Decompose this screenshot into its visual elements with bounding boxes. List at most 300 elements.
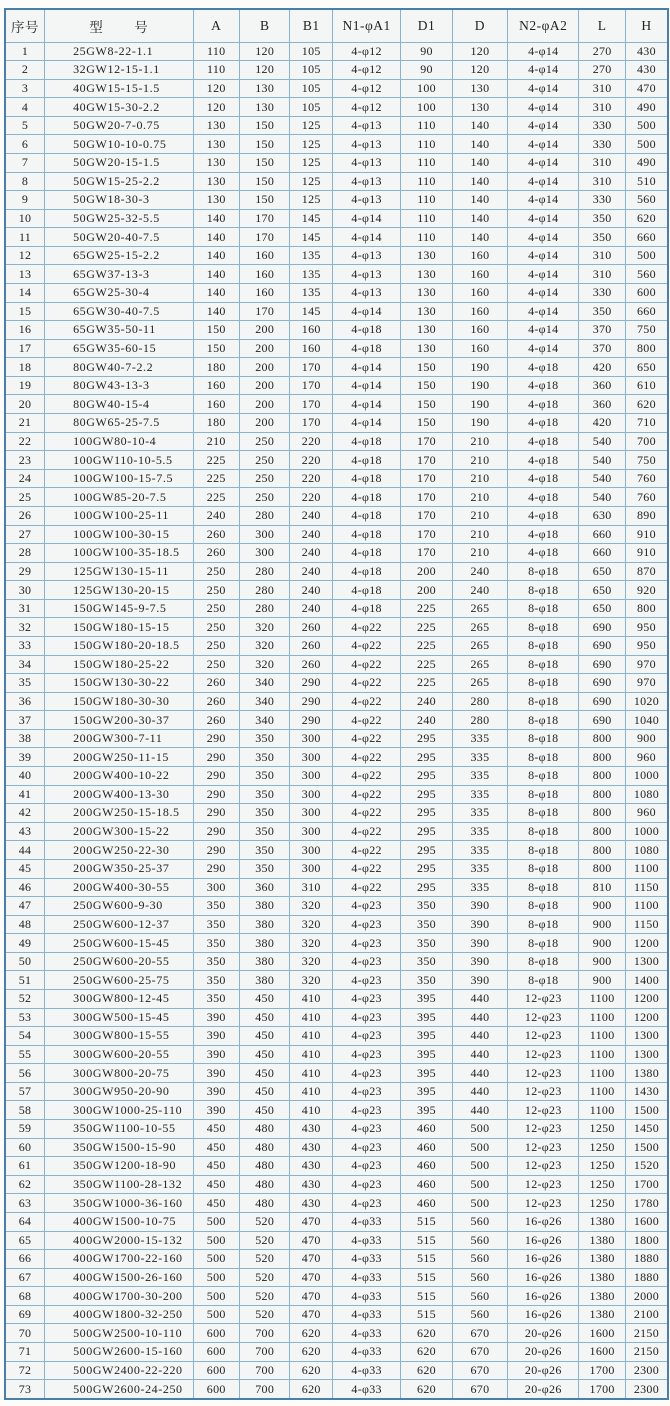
cell: 4-φ13 <box>333 284 401 303</box>
cell: 350 <box>579 209 625 228</box>
cell: 220 <box>290 469 333 488</box>
cell: 2150 <box>625 1342 668 1361</box>
table-row <box>5 674 668 693</box>
cell: 335 <box>452 804 507 823</box>
model-cell: 100GW110-10-5.5 <box>45 451 193 470</box>
table-row <box>5 1212 668 1231</box>
cell: 130 <box>193 172 239 191</box>
cell: 140 <box>452 116 507 135</box>
cell: 1100 <box>625 859 668 878</box>
cell: 20-φ26 <box>508 1342 579 1361</box>
cell: 4-φ14 <box>508 79 579 98</box>
model-cell: 40GW15-15-1.5 <box>45 79 193 98</box>
table-row <box>5 989 668 1008</box>
table-row <box>5 1324 668 1343</box>
cell: 1250 <box>579 1138 625 1157</box>
cell: 350 <box>239 785 289 804</box>
cell: 300 <box>239 525 289 544</box>
cell: 500 <box>193 1305 239 1324</box>
cell: 105 <box>290 98 333 117</box>
cell: 240 <box>452 581 507 600</box>
cell: 350 <box>401 971 452 990</box>
cell: 330 <box>579 116 625 135</box>
cell: 1080 <box>625 841 668 860</box>
cell: 310 <box>579 98 625 117</box>
cell: 350 <box>193 915 239 934</box>
cell: 240 <box>290 562 333 581</box>
cell: 290 <box>193 767 239 786</box>
cell: 150 <box>239 191 289 210</box>
cell: 220 <box>290 432 333 451</box>
cell: 110 <box>401 116 452 135</box>
cell: 920 <box>625 581 668 600</box>
model-cell: 300GW800-20-75 <box>45 1064 193 1083</box>
cell: 225 <box>193 488 239 507</box>
cell: 340 <box>239 692 289 711</box>
cell: 4-φ18 <box>333 432 401 451</box>
row-number: 36 <box>5 692 45 711</box>
cell: 125 <box>290 172 333 191</box>
cell: 970 <box>625 674 668 693</box>
cell: 4-φ18 <box>508 395 579 414</box>
cell: 105 <box>290 42 333 61</box>
cell: 450 <box>193 1157 239 1176</box>
cell: 265 <box>452 674 507 693</box>
cell: 130 <box>193 153 239 172</box>
cell: 280 <box>239 562 289 581</box>
cell: 4-φ22 <box>333 618 401 637</box>
cell: 4-φ23 <box>333 1027 401 1046</box>
cell: 910 <box>625 525 668 544</box>
cell: 125 <box>290 135 333 154</box>
cell: 130 <box>193 191 239 210</box>
cell: 150 <box>239 135 289 154</box>
cell: 560 <box>452 1250 507 1269</box>
cell: 390 <box>452 915 507 934</box>
cell: 160 <box>452 265 507 284</box>
cell: 500 <box>452 1194 507 1213</box>
cell: 350 <box>579 228 625 247</box>
cell: 225 <box>401 655 452 674</box>
cell: 135 <box>290 284 333 303</box>
table-row <box>5 98 668 117</box>
cell: 620 <box>290 1361 333 1380</box>
cell: 540 <box>579 469 625 488</box>
cell: 710 <box>625 414 668 433</box>
table-header <box>5 9 668 42</box>
cell: 130 <box>401 302 452 321</box>
row-number: 51 <box>5 971 45 990</box>
model-cell: 350GW1500-15-90 <box>45 1138 193 1157</box>
cell: 520 <box>239 1212 289 1231</box>
row-number: 5 <box>5 116 45 135</box>
model-cell: 32GW12-15-1.1 <box>45 61 193 80</box>
cell: 540 <box>579 451 625 470</box>
cell: 2150 <box>625 1324 668 1343</box>
cell: 360 <box>239 878 289 897</box>
cell: 4-φ23 <box>333 1157 401 1176</box>
cell: 370 <box>579 321 625 340</box>
table-row <box>5 432 668 451</box>
cell: 110 <box>401 191 452 210</box>
row-number: 48 <box>5 915 45 934</box>
cell: 470 <box>290 1305 333 1324</box>
cell: 350 <box>239 729 289 748</box>
model-cell: 150GW180-15-15 <box>45 618 193 637</box>
cell: 970 <box>625 655 668 674</box>
cell: 4-φ18 <box>508 358 579 377</box>
row-number: 29 <box>5 562 45 581</box>
cell: 350 <box>401 897 452 916</box>
row-number: 55 <box>5 1045 45 1064</box>
table-row <box>5 971 668 990</box>
cell: 8-φ18 <box>508 952 579 971</box>
table-row <box>5 859 668 878</box>
cell: 410 <box>290 1027 333 1046</box>
cell: 140 <box>193 265 239 284</box>
model-cell: 300GW800-12-45 <box>45 989 193 1008</box>
cell: 4-φ14 <box>333 358 401 377</box>
cell: 20-φ26 <box>508 1324 579 1343</box>
table-row <box>5 1175 668 1194</box>
row-number: 32 <box>5 618 45 637</box>
cell: 160 <box>452 321 507 340</box>
cell: 210 <box>452 488 507 507</box>
cell: 460 <box>401 1120 452 1139</box>
cell: 240 <box>290 525 333 544</box>
row-number: 11 <box>5 228 45 247</box>
cell: 90 <box>401 42 452 61</box>
cell: 4-φ18 <box>333 469 401 488</box>
cell: 180 <box>193 414 239 433</box>
cell: 170 <box>290 376 333 395</box>
row-number: 6 <box>5 135 45 154</box>
row-number: 49 <box>5 934 45 953</box>
table-row <box>5 729 668 748</box>
cell: 560 <box>452 1305 507 1324</box>
cell: 4-φ22 <box>333 841 401 860</box>
model-cell: 350GW1200-18-90 <box>45 1157 193 1176</box>
cell: 170 <box>401 525 452 544</box>
cell: 4-φ14 <box>508 135 579 154</box>
cell: 295 <box>401 878 452 897</box>
model-cell: 65GW35-60-15 <box>45 339 193 358</box>
cell: 8-φ18 <box>508 618 579 637</box>
cell: 500 <box>193 1268 239 1287</box>
column-header-5: N1-φA1 <box>333 9 401 42</box>
cell: 620 <box>625 209 668 228</box>
cell: 800 <box>579 748 625 767</box>
cell: 1300 <box>625 1045 668 1064</box>
cell: 4-φ18 <box>508 488 579 507</box>
cell: 430 <box>290 1120 333 1139</box>
cell: 4-φ23 <box>333 1064 401 1083</box>
cell: 135 <box>290 265 333 284</box>
model-cell: 100GW100-35-18.5 <box>45 544 193 563</box>
cell: 1100 <box>579 1008 625 1027</box>
cell: 620 <box>290 1380 333 1399</box>
row-number: 14 <box>5 284 45 303</box>
cell: 4-φ23 <box>333 1194 401 1213</box>
column-header-9: L <box>579 9 625 42</box>
model-cell: 150GW180-20-18.5 <box>45 637 193 656</box>
cell: 120 <box>193 79 239 98</box>
cell: 460 <box>401 1194 452 1213</box>
cell: 470 <box>290 1212 333 1231</box>
cell: 320 <box>239 655 289 674</box>
cell: 145 <box>290 302 333 321</box>
cell: 225 <box>193 469 239 488</box>
cell: 460 <box>401 1157 452 1176</box>
cell: 130 <box>401 321 452 340</box>
cell: 450 <box>239 1082 289 1101</box>
cell: 1000 <box>625 767 668 786</box>
table-row <box>5 897 668 916</box>
cell: 300 <box>290 767 333 786</box>
cell: 350 <box>239 841 289 860</box>
cell: 690 <box>579 711 625 730</box>
cell: 440 <box>452 1064 507 1083</box>
cell: 360 <box>579 376 625 395</box>
table-row <box>5 1342 668 1361</box>
cell: 800 <box>625 599 668 618</box>
row-number: 67 <box>5 1268 45 1287</box>
cell: 1200 <box>625 1008 668 1027</box>
row-number: 20 <box>5 395 45 414</box>
cell: 210 <box>193 432 239 451</box>
model-cell: 350GW1000-36-160 <box>45 1194 193 1213</box>
table-row <box>5 284 668 303</box>
cell: 500 <box>625 116 668 135</box>
table-row <box>5 61 668 80</box>
cell: 910 <box>625 544 668 563</box>
cell: 900 <box>625 729 668 748</box>
cell: 210 <box>452 432 507 451</box>
cell: 500 <box>452 1175 507 1194</box>
cell: 870 <box>625 562 668 581</box>
cell: 290 <box>193 859 239 878</box>
cell: 4-φ18 <box>333 339 401 358</box>
table-row <box>5 1120 668 1139</box>
table-row <box>5 302 668 321</box>
cell: 520 <box>239 1305 289 1324</box>
model-cell: 400GW1500-26-160 <box>45 1268 193 1287</box>
cell: 200 <box>239 321 289 340</box>
cell: 4-φ33 <box>333 1324 401 1343</box>
cell: 300 <box>193 878 239 897</box>
cell: 310 <box>579 246 625 265</box>
cell: 1380 <box>579 1305 625 1324</box>
cell: 4-φ12 <box>333 98 401 117</box>
cell: 630 <box>579 506 625 525</box>
cell: 4-φ14 <box>508 228 579 247</box>
table-row <box>5 1138 668 1157</box>
row-number: 28 <box>5 544 45 563</box>
cell: 240 <box>290 581 333 600</box>
cell: 12-φ23 <box>508 1120 579 1139</box>
row-number: 22 <box>5 432 45 451</box>
cell: 380 <box>239 952 289 971</box>
cell: 700 <box>239 1342 289 1361</box>
row-number: 56 <box>5 1064 45 1083</box>
cell: 1040 <box>625 711 668 730</box>
cell: 540 <box>579 488 625 507</box>
model-cell: 300GW500-15-45 <box>45 1008 193 1027</box>
cell: 800 <box>579 841 625 860</box>
cell: 130 <box>452 98 507 117</box>
cell: 390 <box>452 952 507 971</box>
cell: 410 <box>290 989 333 1008</box>
cell: 8-φ18 <box>508 674 579 693</box>
table-row <box>5 191 668 210</box>
cell: 265 <box>452 655 507 674</box>
cell: 130 <box>193 135 239 154</box>
cell: 500 <box>625 246 668 265</box>
cell: 800 <box>579 822 625 841</box>
cell: 1100 <box>579 1082 625 1101</box>
cell: 4-φ14 <box>333 414 401 433</box>
cell: 240 <box>452 562 507 581</box>
column-header-8: N2-φA2 <box>508 9 579 42</box>
row-number: 17 <box>5 339 45 358</box>
cell: 260 <box>193 692 239 711</box>
cell: 4-φ22 <box>333 711 401 730</box>
cell: 4-φ22 <box>333 878 401 897</box>
cell: 4-φ22 <box>333 637 401 656</box>
cell: 335 <box>452 785 507 804</box>
cell: 12-φ23 <box>508 1008 579 1027</box>
model-cell: 250GW600-25-75 <box>45 971 193 990</box>
column-header-3: B <box>239 9 289 42</box>
row-number: 40 <box>5 767 45 786</box>
cell: 560 <box>452 1231 507 1250</box>
cell: 12-φ23 <box>508 1064 579 1083</box>
cell: 130 <box>193 116 239 135</box>
cell: 130 <box>401 246 452 265</box>
row-number: 54 <box>5 1027 45 1046</box>
cell: 280 <box>452 692 507 711</box>
cell: 4-φ23 <box>333 915 401 934</box>
column-header-0: 序号 <box>5 9 45 42</box>
cell: 350 <box>401 952 452 971</box>
cell: 470 <box>290 1287 333 1306</box>
cell: 350 <box>239 767 289 786</box>
row-number: 62 <box>5 1175 45 1194</box>
row-number: 70 <box>5 1324 45 1343</box>
table-row <box>5 637 668 656</box>
cell: 1150 <box>625 878 668 897</box>
cell: 8-φ18 <box>508 748 579 767</box>
cell: 1200 <box>625 989 668 1008</box>
cell: 120 <box>193 98 239 117</box>
cell: 430 <box>625 42 668 61</box>
cell: 250 <box>193 618 239 637</box>
table-row <box>5 1305 668 1324</box>
cell: 12-φ23 <box>508 1045 579 1064</box>
cell: 350 <box>579 302 625 321</box>
cell: 120 <box>239 61 289 80</box>
cell: 160 <box>452 284 507 303</box>
cell: 265 <box>452 637 507 656</box>
cell: 1700 <box>579 1380 625 1399</box>
cell: 490 <box>625 153 668 172</box>
cell: 12-φ23 <box>508 1082 579 1101</box>
cell: 190 <box>452 395 507 414</box>
row-number: 72 <box>5 1361 45 1380</box>
cell: 1250 <box>579 1175 625 1194</box>
table-row <box>5 1250 668 1269</box>
cell: 200 <box>239 395 289 414</box>
cell: 560 <box>452 1268 507 1287</box>
row-number: 63 <box>5 1194 45 1213</box>
cell: 250 <box>239 432 289 451</box>
cell: 690 <box>579 618 625 637</box>
cell: 1380 <box>579 1268 625 1287</box>
cell: 170 <box>290 414 333 433</box>
row-number: 30 <box>5 581 45 600</box>
cell: 4-φ14 <box>508 61 579 80</box>
cell: 4-φ14 <box>508 265 579 284</box>
cell: 140 <box>452 191 507 210</box>
cell: 125 <box>290 191 333 210</box>
cell: 430 <box>290 1194 333 1213</box>
cell: 16-φ26 <box>508 1212 579 1231</box>
cell: 4-φ18 <box>508 525 579 544</box>
cell: 395 <box>401 1045 452 1064</box>
row-number: 50 <box>5 952 45 971</box>
cell: 225 <box>401 637 452 656</box>
cell: 260 <box>193 711 239 730</box>
cell: 4-φ22 <box>333 655 401 674</box>
cell: 1380 <box>579 1287 625 1306</box>
cell: 390 <box>452 971 507 990</box>
cell: 4-φ23 <box>333 1101 401 1120</box>
row-number: 39 <box>5 748 45 767</box>
model-cell: 400GW1800-32-250 <box>45 1305 193 1324</box>
cell: 380 <box>239 934 289 953</box>
model-cell: 25GW8-22-1.1 <box>45 42 193 61</box>
row-number: 12 <box>5 246 45 265</box>
cell: 750 <box>625 451 668 470</box>
cell: 150 <box>239 116 289 135</box>
cell: 4-φ14 <box>508 153 579 172</box>
cell: 470 <box>290 1231 333 1250</box>
cell: 500 <box>625 135 668 154</box>
table-row <box>5 172 668 191</box>
row-number: 25 <box>5 488 45 507</box>
cell: 210 <box>452 525 507 544</box>
row-number: 64 <box>5 1212 45 1231</box>
table-row <box>5 79 668 98</box>
table-row <box>5 1027 668 1046</box>
cell: 300 <box>290 748 333 767</box>
cell: 8-φ18 <box>508 562 579 581</box>
table-row <box>5 209 668 228</box>
cell: 4-φ18 <box>508 544 579 563</box>
cell: 430 <box>290 1175 333 1194</box>
model-cell: 50GW20-15-1.5 <box>45 153 193 172</box>
cell: 295 <box>401 859 452 878</box>
cell: 450 <box>239 1045 289 1064</box>
cell: 1100 <box>579 1027 625 1046</box>
cell: 620 <box>290 1324 333 1343</box>
cell: 480 <box>239 1138 289 1157</box>
cell: 440 <box>452 1008 507 1027</box>
cell: 1100 <box>625 897 668 916</box>
table-row <box>5 785 668 804</box>
cell: 1600 <box>579 1342 625 1361</box>
model-cell: 300GW600-20-55 <box>45 1045 193 1064</box>
